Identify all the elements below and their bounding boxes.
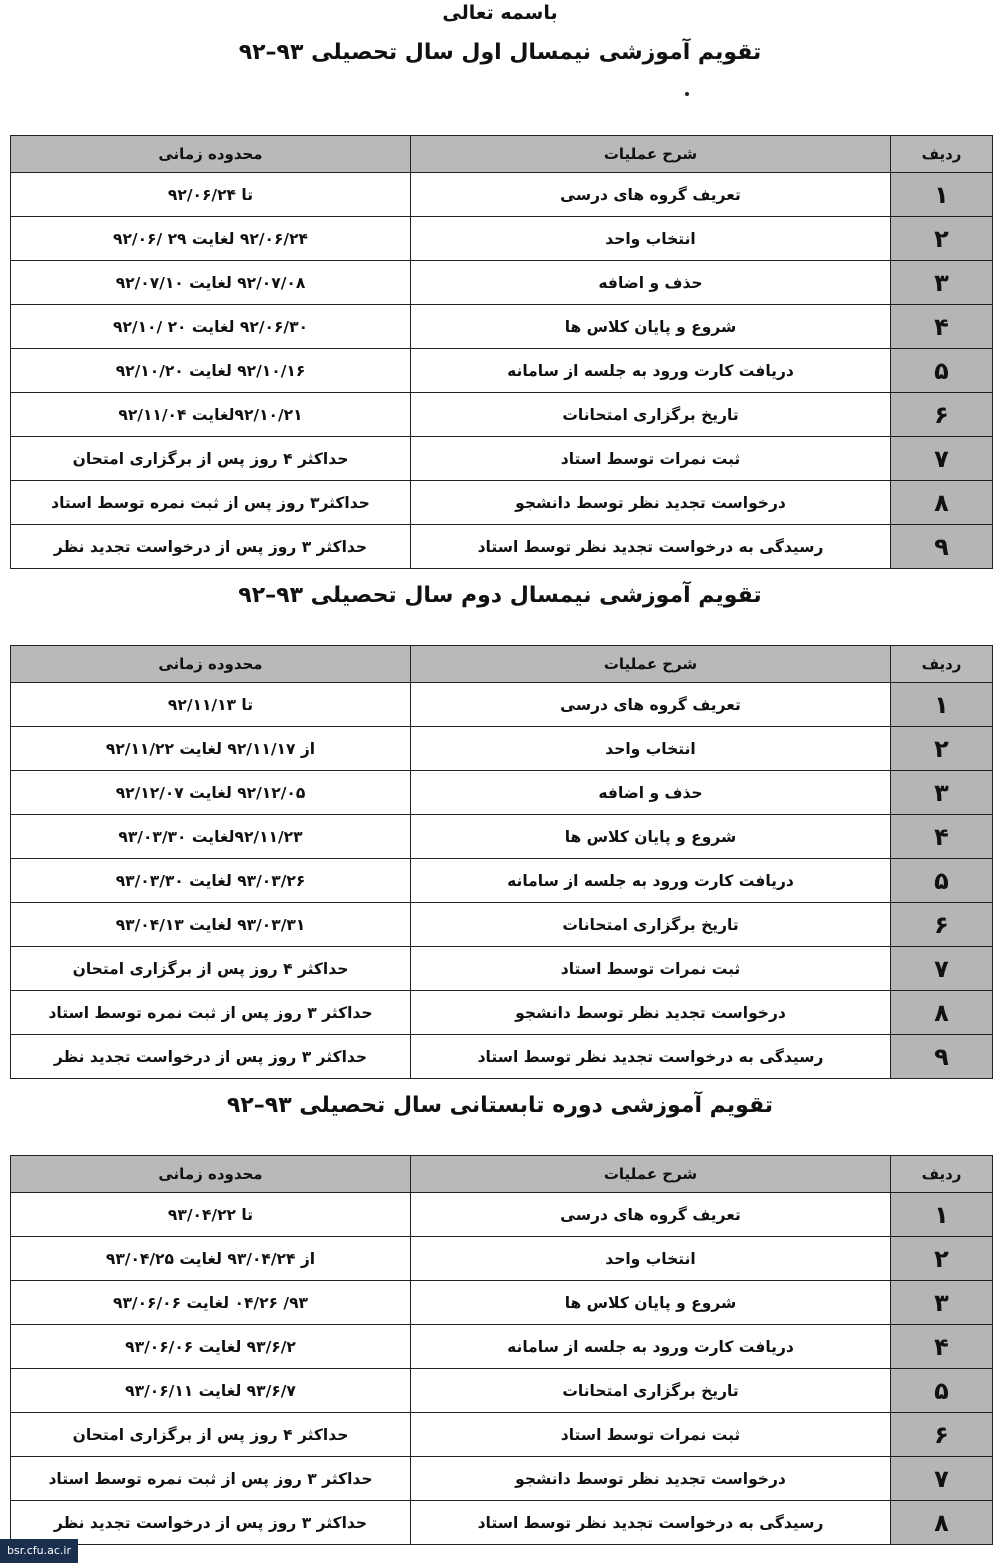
table-row	[11, 1281, 993, 1325]
date-range-cell: حداکثر۳ روز پس از ثبت نمره توسط استاد	[11, 481, 411, 525]
watermark: bsr.cfu.ac.ir	[0, 1539, 78, 1563]
header-date-range: محدوده زمانی	[11, 1156, 411, 1193]
table-row	[11, 815, 993, 859]
table-row	[11, 947, 993, 991]
row-number-cell: ۵	[891, 859, 993, 903]
operation-cell: تاریخ برگزاری امتحانات	[411, 1369, 891, 1413]
date-range-cell: تا ۹۳/۰۴/۲۲	[11, 1193, 411, 1237]
table-row	[11, 1237, 993, 1281]
header-operation: شرح عملیات	[411, 646, 891, 683]
date-range-cell: ۹۳/۰۳/۲۶ لغایت ۹۳/۰۳/۳۰	[11, 859, 411, 903]
row-number-cell: ۱	[891, 683, 993, 727]
operation-cell: شروع و پایان کلاس ها	[411, 305, 891, 349]
operation-cell: تعریف گروه های درسی	[411, 683, 891, 727]
row-number-cell: ۳	[891, 771, 993, 815]
table-row	[11, 1457, 993, 1501]
operation-cell: حذف و اضافه	[411, 261, 891, 305]
date-range-cell: حداکثر ۴ روز پس از برگزاری امتحان	[11, 437, 411, 481]
table-row	[11, 683, 993, 727]
calendar-table-first-semester	[10, 135, 993, 569]
operation-cell: تعریف گروه های درسی	[411, 173, 891, 217]
date-range-cell: ۹۳/۶/۲ لغایت ۹۳/۰۶/۰۶	[11, 1325, 411, 1369]
row-number-cell: ۵	[891, 349, 993, 393]
header-operation: شرح عملیات	[411, 136, 891, 173]
operation-cell: دریافت کارت ورود به جلسه از سامانه	[411, 1325, 891, 1369]
table-row	[11, 1325, 993, 1369]
date-range-cell: حداکثر ۳ روز پس از ثبت نمره توسط استاد	[11, 1457, 411, 1501]
date-range-cell: حداکثر ۴ روز پس از برگزاری امتحان	[11, 1413, 411, 1457]
row-number-cell: ۸	[891, 1501, 993, 1545]
date-range-cell: حداکثر ۳ روز پس از درخواست تجدید نظر	[11, 1501, 411, 1545]
date-range-cell: حداکثر ۳ روز پس از درخواست تجدید نظر	[11, 1035, 411, 1079]
operation-cell: تعریف گروه های درسی	[411, 1193, 891, 1237]
header-operation: شرح عملیات	[411, 1156, 891, 1193]
row-number-cell: ۱	[891, 1193, 993, 1237]
date-range-cell: حداکثر ۳ روز پس از ثبت نمره توسط استاد	[11, 991, 411, 1035]
row-number-cell: ۷	[891, 1457, 993, 1501]
header-date-range: محدوده زمانی	[11, 646, 411, 683]
table-row	[11, 349, 993, 393]
table-row	[11, 1369, 993, 1413]
operation-cell: شروع و پایان کلاس ها	[411, 815, 891, 859]
date-range-cell: حداکثر ۳ روز پس از درخواست تجدید نظر	[11, 525, 411, 569]
row-number-cell: ۹	[891, 1035, 993, 1079]
calendar-table-summer	[10, 1155, 993, 1545]
table-row	[11, 771, 993, 815]
table-row	[11, 437, 993, 481]
operation-cell: انتخاب واحد	[411, 217, 891, 261]
table-row	[11, 1193, 993, 1237]
table-header-row	[11, 136, 993, 173]
operation-cell: ثبت نمرات توسط استاد	[411, 1413, 891, 1457]
date-range-cell: ۹۲/۱۲/۰۵ لغایت ۹۲/۱۲/۰۷	[11, 771, 411, 815]
operation-cell: درخواست تجدید نظر توسط دانشجو	[411, 1457, 891, 1501]
table-row	[11, 859, 993, 903]
section-title-second-semester: تقویم آموزشی نیمسال دوم سال تحصیلی ۹۳–۹۲	[238, 583, 762, 608]
table-row	[11, 393, 993, 437]
operation-cell: رسیدگی به درخواست تجدید نظر توسط استاد	[411, 1035, 891, 1079]
date-range-cell: ۹۲/۰۶/۲۴ لغایت ۲۹ /۹۲/۰۶	[11, 217, 411, 261]
row-number-cell: ۵	[891, 1369, 993, 1413]
table-row	[11, 727, 993, 771]
table-header-row	[11, 1156, 993, 1193]
row-number-cell: ۴	[891, 1325, 993, 1369]
table-row	[11, 991, 993, 1035]
date-range-cell: ۹۳/۶/۷ لغایت ۹۳/۰۶/۱۱	[11, 1369, 411, 1413]
section-title-first-semester: تقویم آموزشی نیمسال اول سال تحصیلی ۹۳–۹۲	[238, 40, 762, 65]
table-row	[11, 1035, 993, 1079]
date-range-cell: ۹۲/۰۶/۳۰ لغایت ۲۰ /۹۲/۱۰	[11, 305, 411, 349]
operation-cell: درخواست تجدید نظر توسط دانشجو	[411, 991, 891, 1035]
row-number-cell: ۸	[891, 481, 993, 525]
table-row	[11, 525, 993, 569]
section-title-summer: تقویم آموزشی دوره تابستانی سال تحصیلی ۹۳–۹۲	[226, 1093, 774, 1118]
date-range-cell: از ۹۳/۰۴/۲۴ لغایت ۹۳/۰۴/۲۵	[11, 1237, 411, 1281]
row-number-cell: ۶	[891, 393, 993, 437]
date-range-cell: ۹۲/۱۱/۲۳لغایت ۹۳/۰۳/۳۰	[11, 815, 411, 859]
operation-cell: شروع و پایان کلاس ها	[411, 1281, 891, 1325]
row-number-cell: ۶	[891, 903, 993, 947]
row-number-cell: ۲	[891, 727, 993, 771]
operation-cell: رسیدگی به درخواست تجدید نظر توسط استاد	[411, 1501, 891, 1545]
date-range-cell: از ۹۲/۱۱/۱۷ لغایت ۹۲/۱۱/۲۲	[11, 727, 411, 771]
row-number-cell: ۷	[891, 947, 993, 991]
operation-cell: ثبت نمرات توسط استاد	[411, 437, 891, 481]
row-number-cell: ۷	[891, 437, 993, 481]
operation-cell: رسیدگی به درخواست تجدید نظر توسط استاد	[411, 525, 891, 569]
operation-cell: ثبت نمرات توسط استاد	[411, 947, 891, 991]
date-range-cell: تا ۹۲/۰۶/۲۴	[11, 173, 411, 217]
row-number-cell: ۲	[891, 1237, 993, 1281]
table-row	[11, 1413, 993, 1457]
row-number-cell: ۹	[891, 525, 993, 569]
row-number-cell: ۲	[891, 217, 993, 261]
table-row	[11, 217, 993, 261]
operation-cell: دریافت کارت ورود به جلسه از سامانه	[411, 349, 891, 393]
header-row-number: ردیف	[891, 1156, 993, 1193]
row-number-cell: ۸	[891, 991, 993, 1035]
calendar-table-second-semester	[10, 645, 993, 1079]
row-number-cell: ۴	[891, 305, 993, 349]
operation-cell: انتخاب واحد	[411, 727, 891, 771]
operation-cell: انتخاب واحد	[411, 1237, 891, 1281]
header-row-number: ردیف	[891, 136, 993, 173]
document-header: باسمه تعالی	[442, 2, 558, 24]
table-row	[11, 305, 993, 349]
row-number-cell: ۳	[891, 261, 993, 305]
operation-cell: درخواست تجدید نظر توسط دانشجو	[411, 481, 891, 525]
row-number-cell: ۱	[891, 173, 993, 217]
row-number-cell: ۳	[891, 1281, 993, 1325]
date-range-cell: ۹۳/۰۳/۳۱ لغایت ۹۳/۰۴/۱۳	[11, 903, 411, 947]
date-range-cell: ۹۲/۱۰/۱۶ لغایت ۹۲/۱۰/۲۰	[11, 349, 411, 393]
header-date-range: محدوده زمانی	[11, 136, 411, 173]
table-row	[11, 481, 993, 525]
table-row	[11, 1501, 993, 1545]
date-range-cell: ۹۲/۰۷/۰۸ لغایت ۹۲/۰۷/۱۰	[11, 261, 411, 305]
table-row	[11, 173, 993, 217]
row-number-cell: ۶	[891, 1413, 993, 1457]
table-row	[11, 903, 993, 947]
operation-cell: دریافت کارت ورود به جلسه از سامانه	[411, 859, 891, 903]
date-range-cell: ۹۳/ ۰۴/۲۶ لغایت ۹۳/۰۶/۰۶	[11, 1281, 411, 1325]
operation-cell: تاریخ برگزاری امتحانات	[411, 393, 891, 437]
stray-dot	[685, 92, 689, 96]
row-number-cell: ۴	[891, 815, 993, 859]
date-range-cell: تا ۹۲/۱۱/۱۳	[11, 683, 411, 727]
date-range-cell: حداکثر ۴ روز پس از برگزاری امتحان	[11, 947, 411, 991]
operation-cell: تاریخ برگزاری امتحانات	[411, 903, 891, 947]
date-range-cell: ۹۲/۱۰/۲۱لغایت ۹۲/۱۱/۰۴	[11, 393, 411, 437]
header-row-number: ردیف	[891, 646, 993, 683]
table-header-row	[11, 646, 993, 683]
operation-cell: حذف و اضافه	[411, 771, 891, 815]
table-row	[11, 261, 993, 305]
